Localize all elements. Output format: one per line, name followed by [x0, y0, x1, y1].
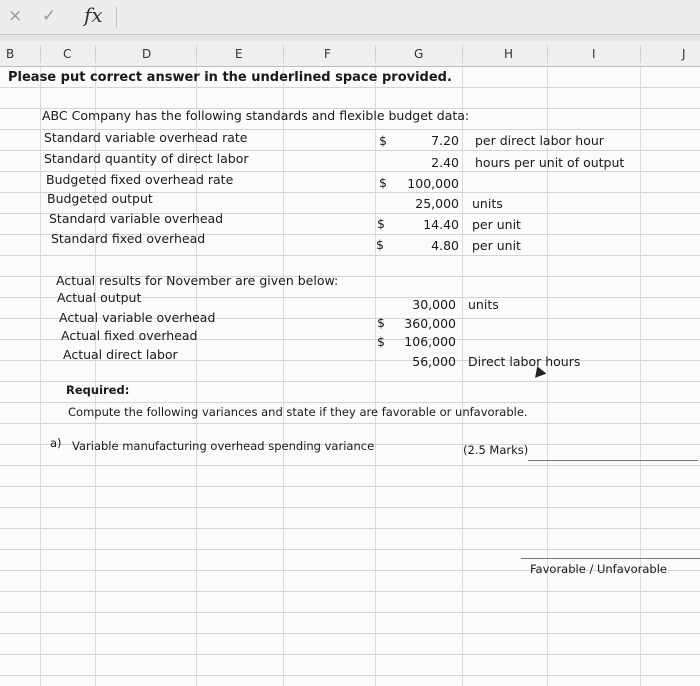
column-header-g[interactable]: G	[414, 47, 424, 61]
column-header-e[interactable]: E	[235, 47, 243, 61]
column-header-h[interactable]: H	[504, 47, 514, 61]
marks-text: (2.5 Marks)	[463, 443, 529, 457]
column-header-b[interactable]: B	[6, 47, 15, 61]
answer-underline[interactable]	[528, 460, 698, 461]
actuals-intro: Actual results for November are given below:	[56, 273, 339, 288]
column-header-row	[0, 41, 700, 67]
question-index: a)	[50, 436, 62, 450]
standard-unit: per unit	[472, 238, 521, 253]
standard-unit: hours per unit of output	[475, 155, 625, 170]
column-header-d[interactable]: D	[142, 47, 152, 61]
standard-label: Budgeted output	[47, 191, 153, 206]
currency-symbol: $	[377, 216, 385, 231]
currency-symbol: $	[379, 133, 387, 148]
actual-label: Actual direct labor	[63, 347, 178, 362]
function-icon[interactable]: fx	[84, 3, 103, 27]
standard-label: Standard quantity of direct labor	[44, 151, 249, 166]
currency-symbol: $	[376, 237, 384, 252]
formula-divider	[116, 6, 117, 28]
standard-value[interactable]: 25,000	[415, 196, 459, 211]
confirm-icon[interactable]: ✓	[42, 6, 57, 26]
standard-value[interactable]: 4.80	[431, 238, 459, 253]
actual-value[interactable]: 106,000	[404, 334, 456, 349]
actual-label: Actual output	[57, 290, 142, 305]
currency-symbol: $	[377, 334, 385, 349]
formula-bar	[0, 0, 700, 35]
required-text: Compute the following variances and state if they are favorable or unfavorable.	[68, 405, 528, 419]
standard-value[interactable]: 2.40	[431, 155, 459, 170]
actual-value[interactable]: 360,000	[404, 316, 456, 331]
standard-label: Standard variable overhead rate	[44, 130, 248, 145]
instruction-text: Please put correct answer in the underlined space provided.	[8, 70, 452, 85]
column-header-c[interactable]: C	[63, 47, 72, 61]
standard-unit: units	[472, 196, 503, 211]
actual-unit: units	[468, 297, 499, 312]
column-header-j[interactable]: J	[682, 47, 686, 61]
standard-value[interactable]: 7.20	[431, 133, 459, 148]
standards-intro: ABC Company has the following standards and flexible budget data:	[42, 108, 470, 123]
standard-unit: per unit	[472, 217, 521, 232]
actual-label: Actual fixed overhead	[61, 328, 198, 343]
actual-value[interactable]: 30,000	[412, 297, 456, 312]
standard-unit: per direct labor hour	[475, 133, 604, 148]
actual-value[interactable]: 56,000	[412, 354, 456, 369]
standard-label: Standard variable overhead	[49, 211, 224, 226]
actual-unit: Direct labor hours	[468, 354, 581, 369]
standard-label: Standard fixed overhead	[51, 231, 206, 246]
actual-label: Actual variable overhead	[59, 310, 216, 325]
favorability-underline[interactable]	[521, 558, 700, 559]
standard-value[interactable]: 100,000	[407, 176, 459, 191]
favorability-text: Favorable / Unfavorable	[530, 562, 667, 576]
column-header-f[interactable]: F	[324, 47, 331, 61]
question-text: Variable manufacturing overhead spending variance	[72, 439, 375, 453]
standard-value[interactable]: 14.40	[423, 217, 459, 232]
required-label: Required:	[66, 383, 130, 397]
currency-symbol: $	[379, 175, 387, 190]
currency-symbol: $	[377, 315, 385, 330]
standard-label: Budgeted fixed overhead rate	[46, 172, 234, 187]
cancel-icon[interactable]: ×	[8, 6, 23, 26]
column-header-i[interactable]: I	[592, 47, 596, 61]
